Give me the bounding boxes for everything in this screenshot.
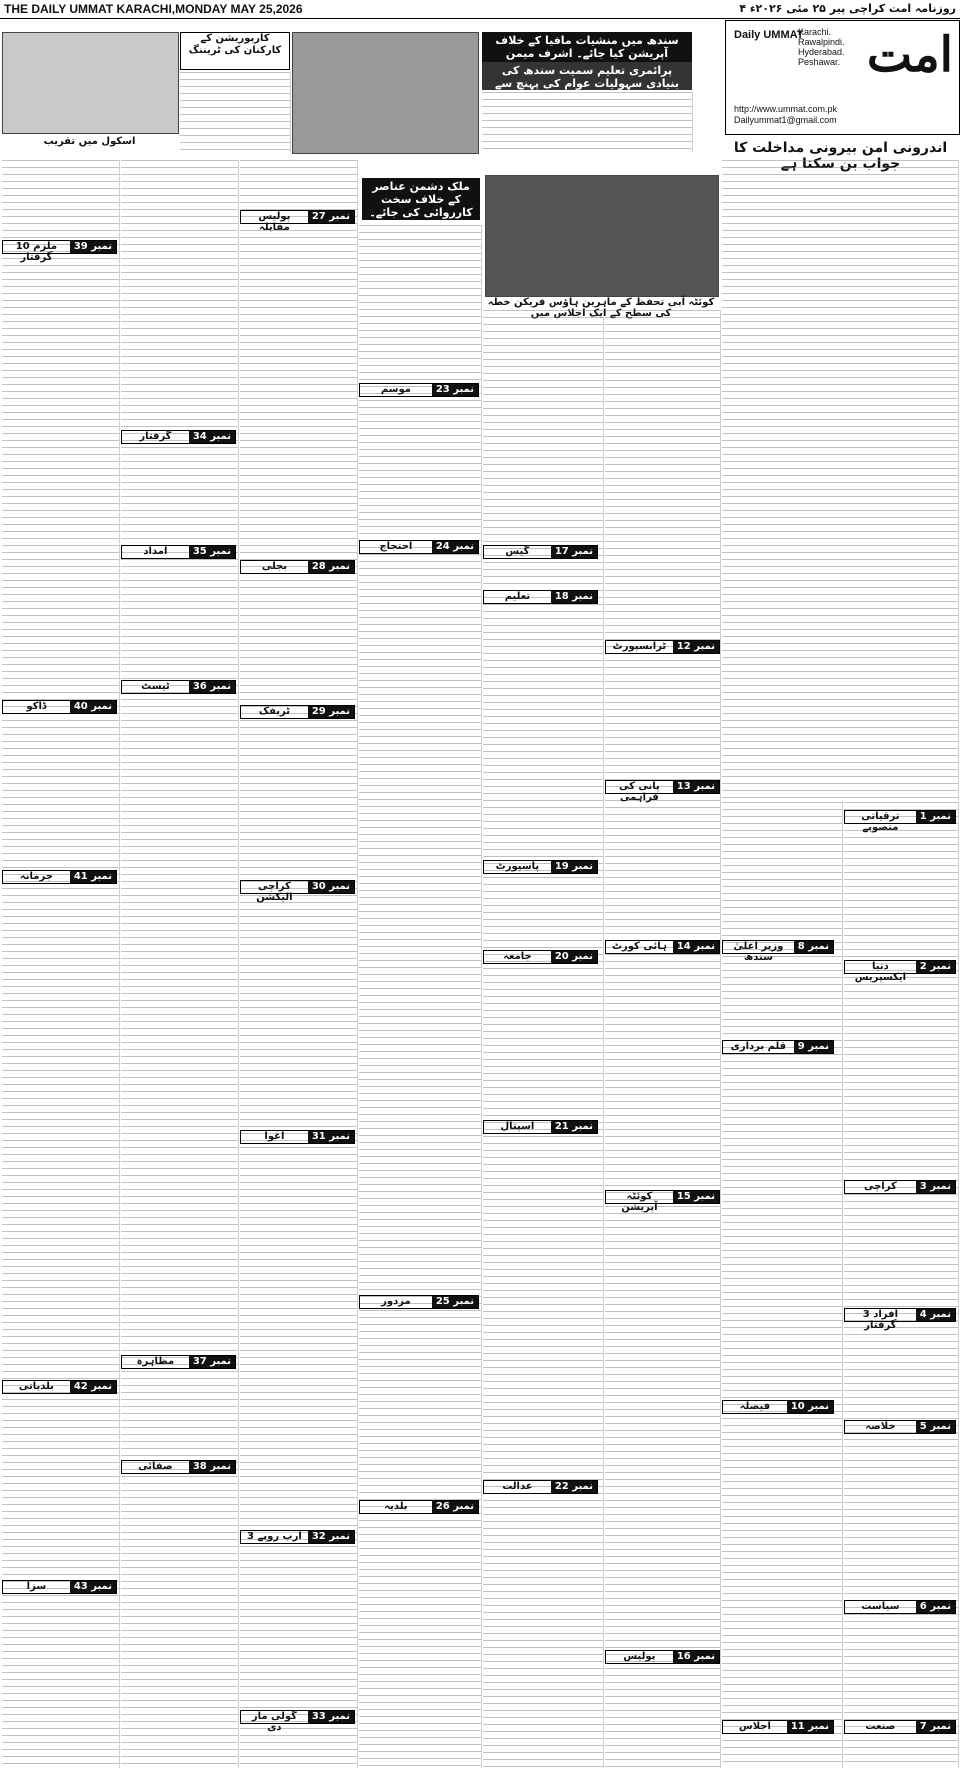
section-number: نمبر 34	[189, 431, 235, 443]
section-number: نمبر 15	[673, 1191, 719, 1203]
column-9	[844, 802, 959, 1768]
section-number: نمبر 26	[432, 1501, 478, 1513]
section-title: ٹیسٹ	[141, 681, 170, 692]
section-title: خلاصہ	[865, 1421, 896, 1432]
section-title: ہائی کورٹ	[611, 941, 667, 952]
section-title: پاسپورٹ	[495, 861, 540, 872]
section-box-22	[483, 1480, 598, 1494]
section-box-13	[605, 780, 720, 803]
section-title: کراچی الیکشن	[256, 881, 293, 903]
section-number: نمبر 36	[189, 681, 235, 693]
column-3	[240, 160, 358, 1768]
section-box-21	[483, 1120, 598, 1134]
section-title: بجلی	[261, 561, 287, 572]
section-box-10	[722, 1400, 834, 1414]
city-rawalpindi: Rawalpindi.	[798, 37, 845, 47]
section-box-7	[844, 1720, 956, 1734]
section-box-1	[844, 810, 956, 833]
section-title: ترقیاتی منصوبے	[861, 811, 900, 833]
column-7	[722, 160, 959, 800]
column-2	[121, 160, 239, 1768]
section-box-23	[359, 383, 479, 397]
section-box-18	[483, 590, 598, 604]
side-banner: ملک دشمن عناصر کے خلاف سخت کارروائی کی جائے۔ سیف بجاجہ	[362, 178, 480, 220]
section-title: صفائی	[138, 1461, 173, 1472]
section-number: نمبر 30	[308, 881, 354, 893]
section-title: کراچی	[863, 1181, 897, 1192]
section-number: نمبر 35	[189, 546, 235, 558]
city-hyderabad: Hyderabad.	[798, 47, 845, 57]
section-number: نمبر 24	[432, 541, 478, 553]
section-number: نمبر 4	[916, 1309, 955, 1321]
section-title: کوئٹہ آپریشن	[621, 1191, 658, 1213]
section-title: پولیس	[623, 1651, 656, 1662]
column-1	[2, 160, 120, 1768]
section-box-2	[844, 960, 956, 983]
meeting-photo-caption: کوئٹہ آبی تحفظ کے ماہرین ہاؤس فریکن خطہ کی سطح کے ایک اجلاس میں	[487, 297, 715, 319]
top-banner-2: پرائمری تعلیم سمیت سندھ کی بنیادی سہولیات عوام کی پہنچ سے باہر	[482, 62, 692, 90]
section-number: نمبر 22	[551, 1481, 597, 1493]
section-box-19	[483, 860, 598, 874]
section-title: جرمانہ	[19, 871, 53, 882]
section-title: دنیا ایکسپریس	[854, 961, 907, 983]
section-box-12	[605, 640, 720, 654]
section-title: سیاست	[861, 1601, 900, 1612]
section-number: نمبر 33	[308, 1711, 354, 1723]
section-number: نمبر 3	[916, 1181, 955, 1193]
header-urdu-date: ۴ روزنامہ امت کراچی پیر ۲۵ مئی ۲۰۲۶ء	[739, 2, 956, 15]
section-title: قلم برداری	[730, 1041, 787, 1052]
section-box-16	[605, 1650, 720, 1664]
section-title: جامعہ	[503, 951, 532, 962]
masthead-contact	[734, 104, 837, 126]
section-box-32	[240, 1530, 355, 1544]
column-5	[483, 310, 604, 1768]
section-title: مظاہرہ	[136, 1356, 175, 1367]
section-box-6	[844, 1600, 956, 1614]
section-box-34	[121, 430, 236, 444]
section-title: ڈاکو	[26, 701, 47, 712]
section-title: 3 ارب روپے	[247, 1531, 302, 1542]
section-box-9	[722, 1040, 834, 1054]
section-title: صنعت	[865, 1721, 896, 1732]
section-box-31	[240, 1130, 355, 1144]
section-box-20	[483, 950, 598, 964]
section-title: مزدور	[381, 1296, 411, 1307]
masthead-name-en: Daily UMMAT	[734, 29, 804, 41]
section-number: نمبر 27	[308, 211, 354, 223]
section-number: نمبر 43	[70, 1581, 116, 1593]
top-left-photo	[2, 32, 179, 134]
section-number: نمبر 37	[189, 1356, 235, 1368]
section-number: نمبر 18	[551, 591, 597, 603]
meeting-photo	[485, 175, 719, 297]
section-box-42	[2, 1380, 117, 1394]
masthead	[725, 20, 960, 135]
section-box-40	[2, 700, 117, 714]
section-number: نمبر 19	[551, 861, 597, 873]
section-title: بلدیہ	[384, 1501, 408, 1512]
section-box-17	[483, 545, 598, 559]
section-title: گولی مار دی	[251, 1711, 297, 1733]
section-box-41	[2, 870, 117, 884]
section-number: نمبر 17	[551, 546, 597, 558]
section-box-3	[844, 1180, 956, 1194]
city-karachi: Karachi.	[798, 27, 832, 37]
section-number: نمبر 16	[673, 1651, 719, 1663]
section-number: نمبر 29	[308, 706, 354, 718]
website-link[interactable]: http://www.ummat.com.pk	[734, 104, 838, 114]
section-title: اجلاس	[738, 1721, 771, 1732]
section-number: نمبر 2	[916, 961, 955, 973]
main-headline: اندرونی امن بیرونی مداخلت کا جواب بن سکتا ہے	[733, 140, 948, 172]
section-number: نمبر 6	[916, 1601, 955, 1613]
section-box-28	[240, 560, 355, 574]
section-title: پولیس مقابلہ	[258, 211, 291, 233]
section-title: موسم	[380, 384, 411, 395]
section-number: نمبر 13	[673, 781, 719, 793]
section-title: 3 افراد گرفتار	[862, 1309, 898, 1331]
section-number: نمبر 1	[916, 811, 955, 823]
section-number: نمبر 41	[70, 871, 116, 883]
section-number: نمبر 38	[189, 1461, 235, 1473]
section-title: وزیر اعلیٰ سندھ	[733, 941, 784, 963]
section-box-4	[844, 1308, 956, 1331]
section-title: ٹریفک	[258, 706, 290, 717]
section-box-43	[2, 1580, 117, 1594]
section-number: نمبر 31	[308, 1131, 354, 1143]
section-number: نمبر 39	[70, 241, 116, 253]
top-article-1	[180, 72, 291, 152]
section-number: نمبر 32	[308, 1531, 354, 1543]
section-box-30	[240, 880, 355, 903]
section-title: پانی کی فراہمی	[619, 781, 660, 803]
section-title: تعلیم	[504, 591, 531, 602]
section-number: نمبر 23	[432, 384, 478, 396]
section-title: عدالت	[502, 1481, 533, 1492]
center-top-photo	[292, 32, 479, 154]
section-title: امداد	[143, 546, 168, 557]
section-number: نمبر 11	[787, 1721, 833, 1733]
section-number: نمبر 9	[794, 1041, 833, 1053]
top-box-headline: کارپوریشن کے کارکنان کی ٹریننگ	[180, 32, 290, 70]
email-link[interactable]: Dailyummat1@gmail.com	[734, 115, 837, 125]
section-box-24	[359, 540, 479, 554]
section-number: نمبر 25	[432, 1296, 478, 1308]
section-title: ٹرانسپورٹ	[612, 641, 667, 652]
section-number: نمبر 7	[916, 1721, 955, 1733]
top-article-2	[482, 92, 693, 152]
section-box-33	[240, 1710, 355, 1733]
header-english-date: THE DAILY UMMAT KARACHI,MONDAY MAY 25,2026	[4, 2, 303, 16]
section-number: نمبر 40	[70, 701, 116, 713]
section-box-11	[722, 1720, 834, 1734]
section-box-29	[240, 705, 355, 719]
section-number: نمبر 10	[787, 1401, 833, 1413]
section-box-37	[121, 1355, 236, 1369]
section-number: نمبر 12	[673, 641, 719, 653]
section-box-26	[359, 1500, 479, 1514]
section-box-36	[121, 680, 236, 694]
section-number: نمبر 5	[916, 1421, 955, 1433]
page-header	[0, 0, 960, 19]
masthead-logo: امت	[866, 27, 953, 83]
section-number: نمبر 28	[308, 561, 354, 573]
section-box-38	[121, 1460, 236, 1474]
section-box-15	[605, 1190, 720, 1213]
section-title: احتجاج	[379, 541, 413, 552]
masthead-cities	[798, 27, 845, 67]
section-box-14	[605, 940, 720, 954]
section-title: 10 ملزم گرفتار	[15, 241, 58, 263]
section-box-35	[121, 545, 236, 559]
section-box-27	[240, 210, 355, 233]
section-title: سزا	[26, 1581, 47, 1592]
column-6	[605, 310, 721, 1768]
section-number: نمبر 21	[551, 1121, 597, 1133]
section-title: گرفتار	[139, 431, 172, 442]
section-title: گیس	[505, 546, 530, 557]
section-box-39	[2, 240, 117, 263]
section-title: فیصلہ	[739, 1401, 771, 1412]
city-peshawar: Peshawar.	[798, 57, 841, 67]
section-title: اسپتال	[500, 1121, 535, 1132]
section-title: اغوا	[264, 1131, 285, 1142]
column-4	[359, 225, 482, 1768]
section-number: نمبر 20	[551, 951, 597, 963]
section-number: نمبر 42	[70, 1381, 116, 1393]
section-box-8	[722, 940, 834, 963]
section-box-5	[844, 1420, 956, 1434]
section-box-25	[359, 1295, 479, 1309]
top-left-caption: اسکول میں تقریب	[43, 136, 136, 147]
section-number: نمبر 14	[673, 941, 719, 953]
section-number: نمبر 8	[794, 941, 833, 953]
top-banner-1: سندھ میں منشیات مافیا کے خلاف آپریشن کیا جائے۔ اشرف میمن	[482, 32, 692, 72]
section-title: بلدیاتی	[18, 1381, 54, 1392]
